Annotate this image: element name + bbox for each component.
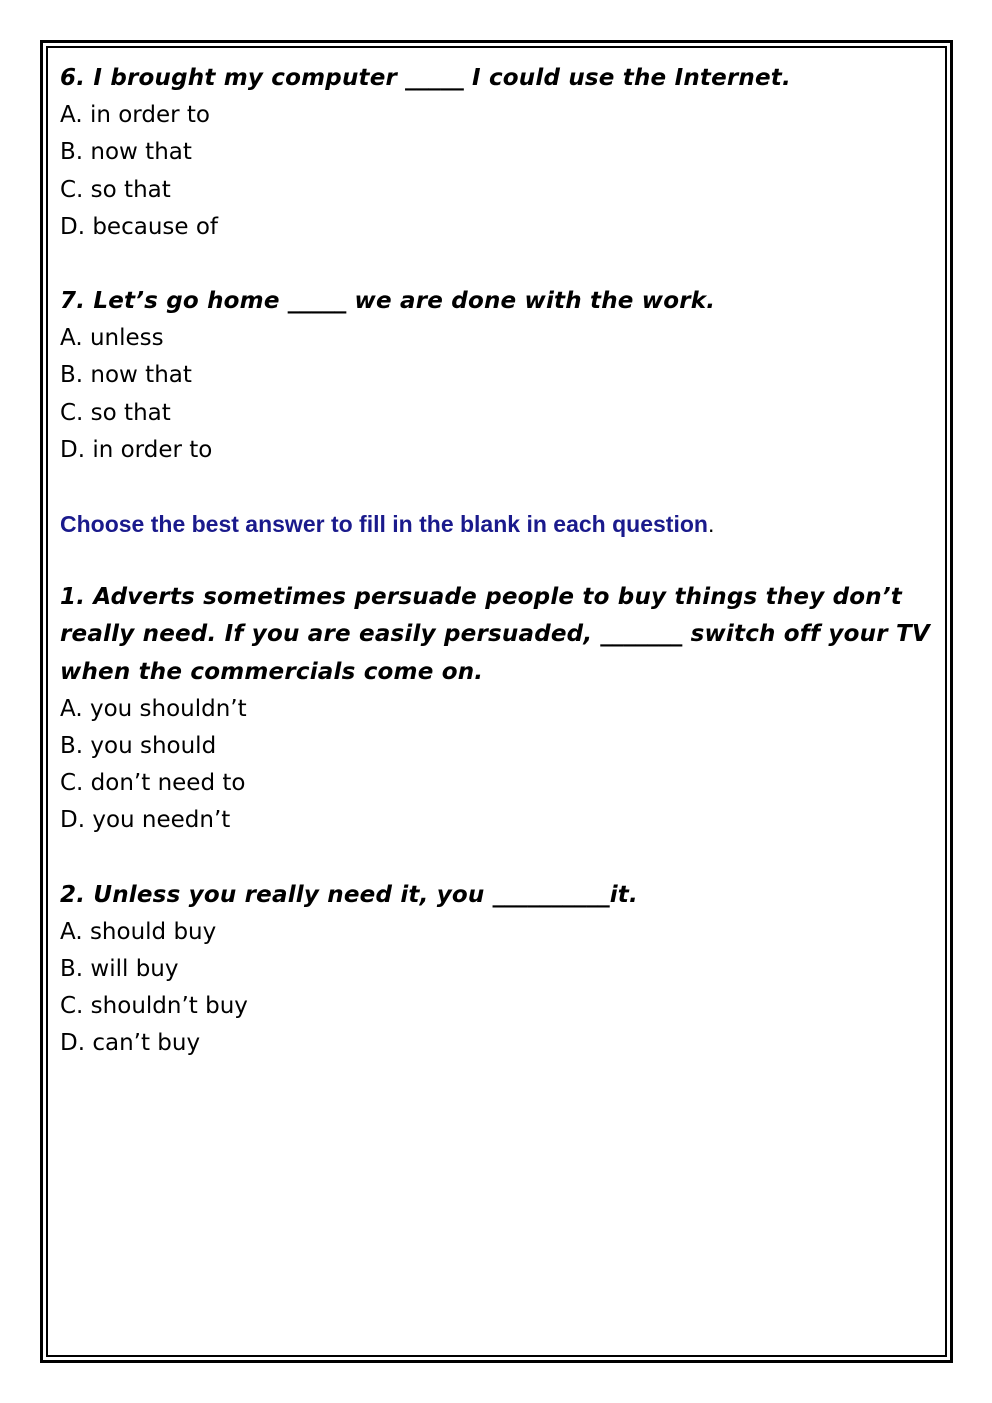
question-7-option-d: D. in order to <box>60 436 213 463</box>
question-2-text: 2. Unless you really need it, you __________it. <box>60 881 638 908</box>
instruction-period: . <box>707 511 715 538</box>
question-7-option-a: A. unless <box>60 325 164 352</box>
question-1 <box>60 579 930 839</box>
question-7-options <box>60 320 930 469</box>
question-2-option-c: C. shouldn’t buy <box>60 993 248 1020</box>
question-7-text: 7. Let’s go home _____ we are done with the work. <box>60 288 716 315</box>
question-1-options <box>60 691 930 840</box>
question-2 <box>60 877 930 1063</box>
section-instruction <box>60 506 930 543</box>
question-1-option-b: B. you should <box>60 733 217 760</box>
question-7-option-b: B. now that <box>60 362 192 389</box>
question-7-option-c: C. so that <box>60 399 171 426</box>
question-1-option-c: C. don’t need to <box>60 770 246 797</box>
question-1-option-a: A. you shouldn’t <box>60 695 247 722</box>
question-6 <box>60 60 930 246</box>
question-2-option-a: A. should buy <box>60 918 217 945</box>
question-6-text: 6. I brought my computer _____ I could use the Internet. <box>60 65 791 91</box>
question-6-option-b: B. now that <box>60 139 192 166</box>
worksheet-content <box>60 60 930 1100</box>
question-7 <box>60 283 930 469</box>
question-6-option-a: A. in order to <box>60 102 210 129</box>
question-2-option-b: B. will buy <box>60 956 179 983</box>
question-6-options <box>60 97 930 246</box>
question-2-options <box>60 914 930 1063</box>
instruction-text: Choose the best answer to fill in the blank in each question <box>60 511 708 538</box>
question-6-option-c: C. so that <box>60 176 171 203</box>
question-6-option-d: D. because of <box>60 213 219 240</box>
question-1-text: 1. Adverts sometimes persuade people to buy things they don’t really need. If you are easily persuaded, _______ switch off your TV when the commercials come on. <box>60 584 930 685</box>
question-1-option-d: D. you needn’t <box>60 807 231 834</box>
question-2-option-d: D. can’t buy <box>60 1030 201 1057</box>
